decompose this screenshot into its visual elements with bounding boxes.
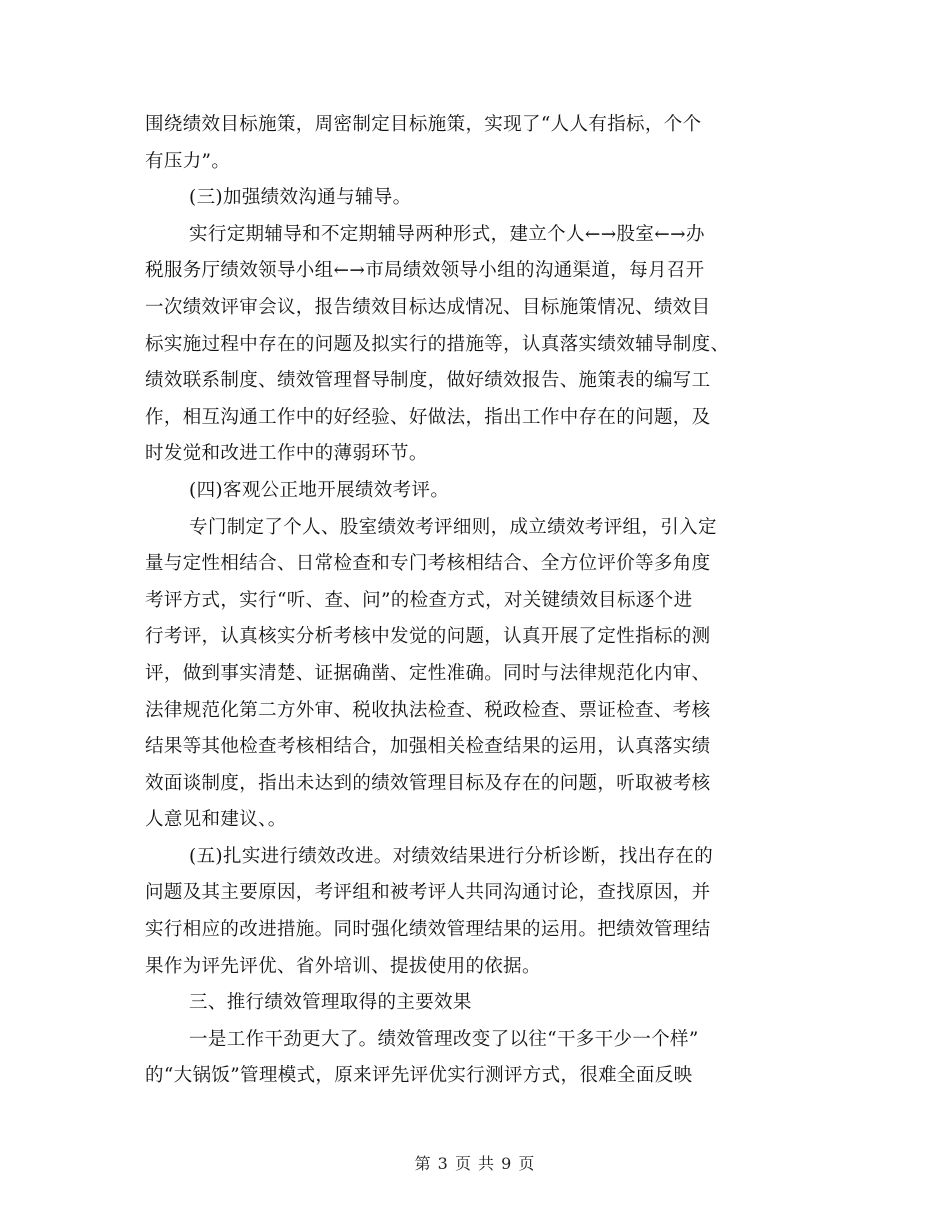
text-line: (四)客观公正地开展绩效考评。	[189, 479, 450, 501]
text-line: 评，做到事实清楚、证据确凿、定性准确。同时与法律规范化内审、	[145, 662, 711, 684]
text-line: 实行相应的改进措施。同时强化绩效管理结果的运用。把绩效管理结	[145, 919, 711, 941]
text-line: 一是工作干劲更大了。绩效管理改变了以往“干多干少一个样”	[189, 1028, 699, 1050]
text-line: 考评方式，实行“听、查、问”的检查方式，对关键绩效目标逐个进	[145, 589, 693, 611]
text-line: 三、推行绩效管理取得的主要效果	[189, 992, 472, 1014]
text-line: 量与定性相结合、日常检查和专门考核相结合、全方位评价等多角度	[145, 553, 711, 575]
document-body	[145, 107, 805, 1095]
text-line: (三)加强绩效沟通与辅导。	[189, 187, 412, 209]
text-line: 问题及其主要原因，考评组和被考评人共同沟通讨论，查找原因，并	[145, 882, 711, 904]
text-line: 行考评，认真核实分析考核中发觉的问题，认真开展了定性指标的测	[145, 626, 711, 648]
text-line: 税服务厅绩效领导小组←→市局绩效领导小组的沟通渠道，每月召开	[145, 260, 705, 282]
page-footer: 第 3 页 共 9 页	[414, 1154, 536, 1173]
text-line: 作，相互沟通工作中的好经验、好做法，指出工作中存在的问题，及	[145, 406, 711, 428]
text-line: 围绕绩效目标施策，周密制定目标施策，实现了“人人有指标，个个	[145, 114, 702, 135]
text-line: 人意见和建议、。	[145, 809, 287, 831]
text-line: 法律规范化第二方外审、税收执法检查、税政检查、票证检查、考核	[145, 699, 711, 721]
text-line: 结果等其他检查考核相结合，加强相关检查结果的运用，认真落实绩	[145, 736, 711, 758]
text-line: 果作为评先评优、省外培训、提拔使用的依据。	[145, 955, 541, 977]
text-line: 专门制定了个人、股室绩效考评细则，成立绩效考评组，引入定	[189, 516, 717, 538]
text-line: 效面谈制度，指出未达到的绩效管理目标及存在的问题，听取被考核	[145, 772, 711, 794]
text-line: 的“大锅饭”管理模式，原来评先评优实行测评方式，很难全面反映	[145, 1065, 693, 1087]
text-line: 绩效联系制度、绩效管理督导制度，做好绩效报告、施策表的编写工	[145, 370, 711, 392]
text-line: 时发觉和改进工作中的薄弱环节。	[145, 443, 428, 465]
text-line: 有压力”。	[145, 150, 231, 172]
text-line: 一次绩效评审会议，报告绩效目标达成情况、目标施策情况、绩效目	[145, 296, 711, 318]
text-line: 实行定期辅导和不定期辅导两种形式，建立个人←→股室←→办	[189, 223, 705, 245]
text-line: (五)扎实进行绩效改进。对绩效结果进行分析诊断，找出存在的	[189, 845, 714, 867]
text-line: 标实施过程中存在的问题及拟实行的措施等，认真落实绩效辅导制度、	[145, 333, 730, 355]
